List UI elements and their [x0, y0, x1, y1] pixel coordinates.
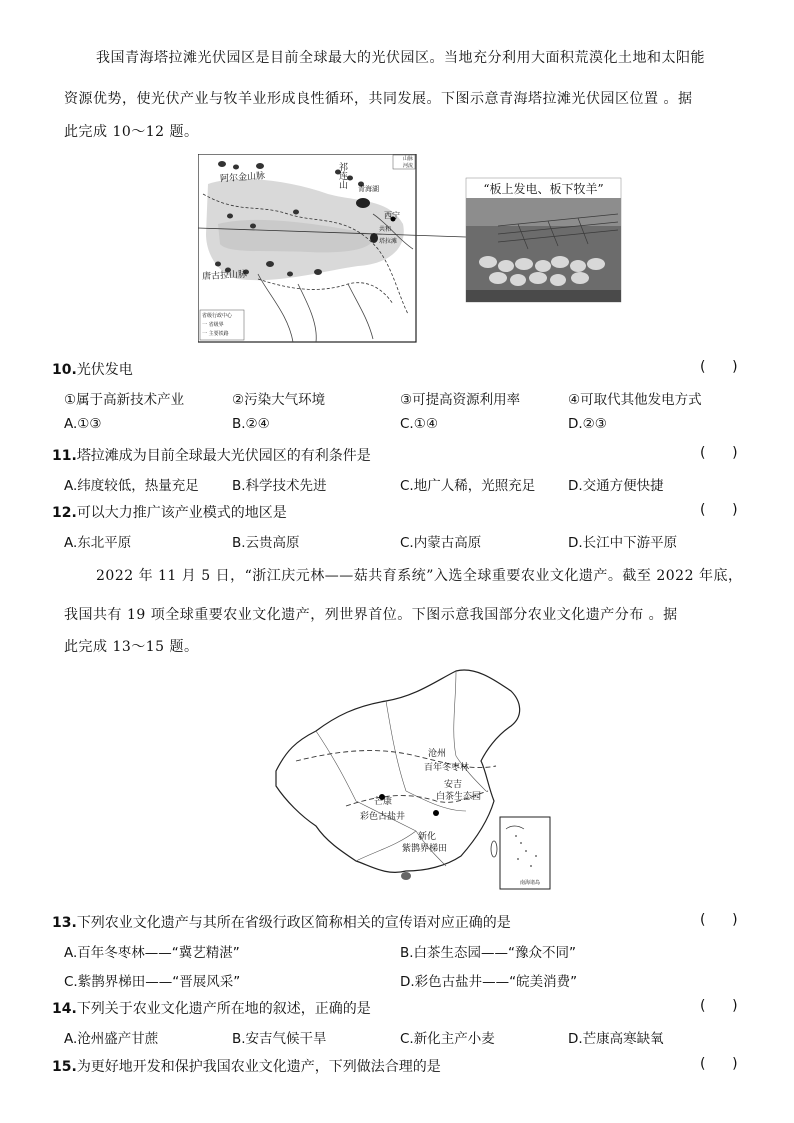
intro1-line1: 我国青海塔拉滩光伏园区是目前全球最大的光伏园区。当地充分利用大面积荒漠化土地和太阳能 — [96, 50, 705, 66]
label-qinghai-lake: 青海湖 — [358, 185, 379, 193]
q10-statement-2: ②污染大气环境 — [232, 392, 326, 408]
q11-stem: 塔拉滩成为目前全球最大光伏园区的有利条件是 — [76, 448, 371, 464]
q12-option-d[interactable]: D.长江中下游平原 — [568, 535, 678, 551]
q12-number: 12. — [52, 505, 77, 521]
intro1-line2: 资源优势，使光伏产业与牧羊业形成良性循环，共同发展。下图示意青海塔拉滩光伏园区位置 。据 — [64, 91, 693, 107]
qinghai-lake-shape — [356, 198, 370, 208]
q14-answer-paren[interactable]: ( ) — [700, 998, 738, 1014]
legend-mountain: 山脉 — [403, 156, 414, 162]
q13-option-b[interactable]: B.白茶生态园——“豫众不同” — [400, 945, 577, 961]
label-tiantian: 紫鹊界梯田 — [402, 844, 448, 854]
photo-caption: “板上发电、板下牧羊” — [483, 182, 604, 196]
hainan-island — [401, 872, 411, 880]
q15-answer-paren[interactable]: ( ) — [700, 1056, 738, 1072]
q11-option-c[interactable]: C.地广人稀，光照充足 — [400, 478, 536, 494]
q14-option-a[interactable]: A.沧州盛产甘蔗 — [64, 1031, 159, 1047]
question-12 — [52, 502, 287, 522]
q10-option-d[interactable]: D.②③ — [568, 416, 607, 432]
q11-option-a[interactable]: A.纬度较低，热量充足 — [64, 478, 199, 494]
q11-number: 11. — [52, 448, 77, 464]
q12-option-c[interactable]: C.内蒙古高原 — [400, 535, 482, 551]
label-xining: 西宁 — [384, 211, 400, 220]
q14-option-d[interactable]: D.芒康高寒缺氧 — [568, 1031, 664, 1047]
label-cangzhou: 沧州 — [428, 749, 447, 759]
q10-stem: 光伏发电 — [76, 362, 133, 378]
label-tanggula: 唐古拉山脉 — [201, 269, 248, 283]
q14-option-b[interactable]: B.安吉气候干旱 — [232, 1031, 327, 1047]
q10-statement-4: ④可取代其他发电方式 — [568, 392, 702, 408]
taiwan-island — [491, 841, 497, 857]
label-baicha: 白茶生态园 — [436, 792, 482, 802]
q14-stem: 下列关于农业文化遗产所在地的叙述，正确的是 — [76, 1001, 371, 1017]
q12-option-a[interactable]: A.东北平原 — [64, 535, 132, 551]
intro1-line3: 此完成 10～12 题。 — [64, 124, 199, 140]
q10-option-b[interactable]: B.②④ — [232, 416, 270, 432]
q13-option-d[interactable]: D.彩色古盐井——“皖美消费” — [400, 974, 578, 990]
legend-railway: 一 主要铁路 — [202, 331, 229, 337]
q15-stem: 为更好地开发和保护我国农业文化遗产，下列做法合理的是 — [76, 1059, 441, 1075]
question-15 — [52, 1056, 441, 1076]
intro2-line2: 我国共有 19 项全球重要农业文化遗产，列世界首位。下图示意我国部分农业文化遗产分布 。据 — [64, 607, 678, 623]
q10-option-a[interactable]: A.①③ — [64, 416, 102, 432]
q15-number: 15. — [52, 1059, 77, 1075]
figure-2-china-map — [256, 661, 556, 893]
label-dongzaolin: 百年冬枣林 — [424, 763, 470, 773]
question-14 — [52, 998, 371, 1018]
label-yanjing: 彩色古盐井 — [360, 812, 406, 822]
q10-number: 10. — [52, 362, 77, 378]
question-11 — [52, 445, 371, 465]
q12-option-b[interactable]: B.云贵高原 — [232, 535, 300, 551]
label-gonghe: 共和 — [379, 226, 392, 233]
label-anji: 安吉 — [444, 780, 463, 790]
xinhua-marker — [433, 810, 439, 816]
q13-answer-paren[interactable]: ( ) — [700, 912, 738, 928]
q11-answer-paren[interactable]: ( ) — [700, 445, 738, 461]
label-nanhai: 南海诸岛 — [520, 880, 541, 886]
label-aerjin: 阿尔金山脉 — [219, 171, 266, 185]
label-xinhua: 新化 — [418, 832, 437, 842]
intro2-line1: 2022 年 11 月 5 日，“浙江庆元林——菇共育系统”入选全球重要农业文化遗产。截至 2022 年底， — [96, 568, 743, 584]
q10-option-c[interactable]: C.①④ — [400, 416, 438, 432]
question-13 — [52, 912, 511, 932]
q12-answer-paren[interactable]: ( ) — [700, 502, 738, 518]
q13-stem: 下列农业文化遗产与其所在省级行政区简称相关的宣传语对应正确的是 — [76, 915, 511, 931]
figure-2-svg — [256, 661, 556, 893]
legend-capital: 省级行政中心 — [202, 313, 233, 319]
label-talatan: 塔拉滩 — [379, 238, 398, 245]
label-mangkang: 芒康 — [374, 797, 393, 807]
q13-option-a[interactable]: A.百年冬枣林——“冀艺精湛” — [64, 945, 240, 961]
q14-option-c[interactable]: C.新化主产小麦 — [400, 1031, 495, 1047]
figure-1-location-map — [198, 154, 624, 344]
talatan-shape — [370, 233, 378, 243]
q12-stem: 可以大力推广该产业模式的地区是 — [76, 505, 287, 521]
q13-option-c[interactable]: C.紫鹊界梯田——“晋展风采” — [64, 974, 241, 990]
q10-statement-1: ①属于高新技术产业 — [64, 392, 185, 408]
legend-river: 河流 — [403, 163, 414, 169]
legend-border: 一 省级界 — [202, 322, 224, 328]
q11-option-b[interactable]: B.科学技术先进 — [232, 478, 327, 494]
q11-option-d[interactable]: D.交通方便快捷 — [568, 478, 664, 494]
intro2-line3: 此完成 13～15 题。 — [64, 639, 199, 655]
label-qilian: 祁连山 — [337, 162, 347, 189]
q14-number: 14. — [52, 1001, 77, 1017]
q10-statement-3: ③可提高资源利用率 — [400, 392, 521, 408]
q13-number: 13. — [52, 915, 77, 931]
question-10 — [52, 359, 133, 379]
q10-answer-paren[interactable]: ( ) — [700, 359, 738, 375]
